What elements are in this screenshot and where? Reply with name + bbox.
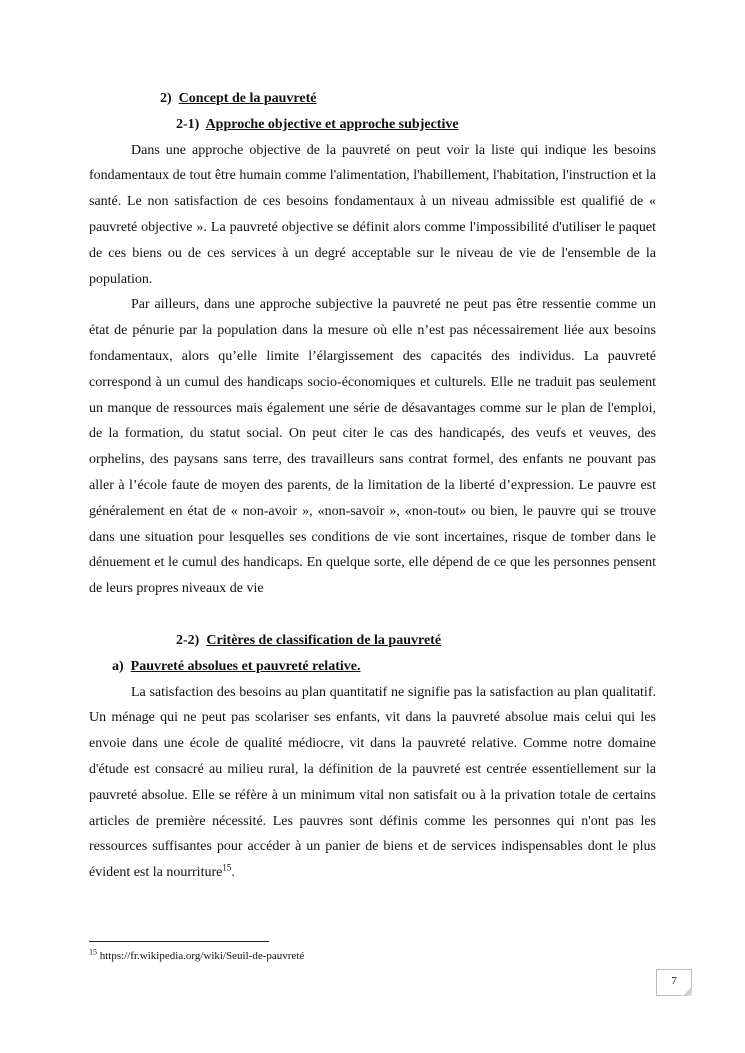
section-heading	[89, 86, 656, 112]
subsection-title: Critères de classification de la pauvreté	[206, 632, 442, 648]
footnote-divider	[89, 941, 269, 942]
paragraph-end: .	[231, 865, 235, 881]
subsection-heading-2-2	[89, 628, 656, 654]
page-number-badge	[656, 969, 692, 996]
footnote-reference[interactable]: 15	[222, 862, 232, 873]
paragraph-objective: Dans une approche objective de la pauvreté on peut voir la liste qui indique les besoins fondamentaux de tout être humain comme l'alimentation, l'habillement, l'habitation, l'instruction et la santé. Le non satisfaction de ces besoins fondamentaux à un niveau admissible est qualifié de « pauvreté objective ». La pauvreté objective se définit alors comme l'impossibilité d'utiliser le paquet de ces biens ou de ces services à un degré acceptable sur le niveau de vie de l'ensemble de la population.	[89, 142, 656, 287]
subsection-heading-2-1	[89, 112, 656, 138]
paragraph-text: La satisfaction des besoins au plan quantitatif ne signifie pas la satisfaction au plan qualitatif. Un ménage qui ne peut pas scolariser ses enfants, vit dans la pauvreté absolue mais celui qui les envoie dans une école de qualité médiocre, vit dans la pauvreté relative. Comme notre domaine d'étude est consacré au milieu rural, la définition de la pauvreté est centrée essentiellement sur la pauvreté absolue. Elle se réfère à un minimum vital non satisfait ou à la privation totale de certains articles de première nécessité. Les pauvres sont définis comme les personnes qui n'ont pas les ressources suffisantes pour accéder à un panier de biens et de services indispensables dont le plus évident est la nourriture	[89, 684, 656, 881]
page-number: 7	[671, 975, 677, 987]
section-title: Concept de la pauvreté	[178, 91, 317, 106]
footnote-link[interactable]: https://fr.wikipedia.org/wiki/Seuil-de-pauvreté	[97, 950, 305, 962]
footnote-number: 15	[89, 947, 97, 957]
item-heading-a	[89, 654, 656, 680]
spacer	[89, 602, 656, 628]
page-body	[89, 86, 656, 886]
paragraph-absolute-relative	[89, 680, 656, 886]
paragraph-subjective: Par ailleurs, dans une approche subjective la pauvreté ne peut pas être ressentie comme un état de pénurie par la population dans la mesure où elle n’est pas nécessairement liée aux besoins fondamentaux, alors qu’elle limite l’élargissement des capacités des individus. La pauvreté correspond à un cumul des handicaps socio-économiques et culturels. Elle ne traduit pas seulement un manque de ressources mais également une série de désavantages comme sur le plan de l'emploi, de la formation, du statut social. On peut citer le cas des handicapés, des veufs et veuves, des orphelins, des paysans sans terre, des travailleurs sans contrat formel, des enfants ne pouvant pas aller à l’école faute de moyen des parents, de la limitation de la liberté d’expression. Le pauvre est généralement en état de « non-avoir », «non-savoir », «non-tout» ou bien, le pauvre qui se trouve dans une situation pour lesquelles ses conditions de vie sont incertaines, risque de tomber dans le dénuement et le cumul des handicaps. En quelque sorte, elle dépend de ce que les personnes pensent de leurs propres niveaux de vie	[89, 297, 656, 597]
item-label: a)	[112, 658, 124, 674]
section-number: 2)	[160, 91, 172, 106]
footnote	[89, 949, 304, 963]
subsection-number: 2-1)	[176, 116, 200, 132]
subsection-number: 2-2)	[176, 632, 200, 648]
item-title: Pauvreté absolues et pauvreté relative.	[130, 658, 361, 674]
subsection-title: Approche objective et approche subjective	[205, 116, 459, 132]
